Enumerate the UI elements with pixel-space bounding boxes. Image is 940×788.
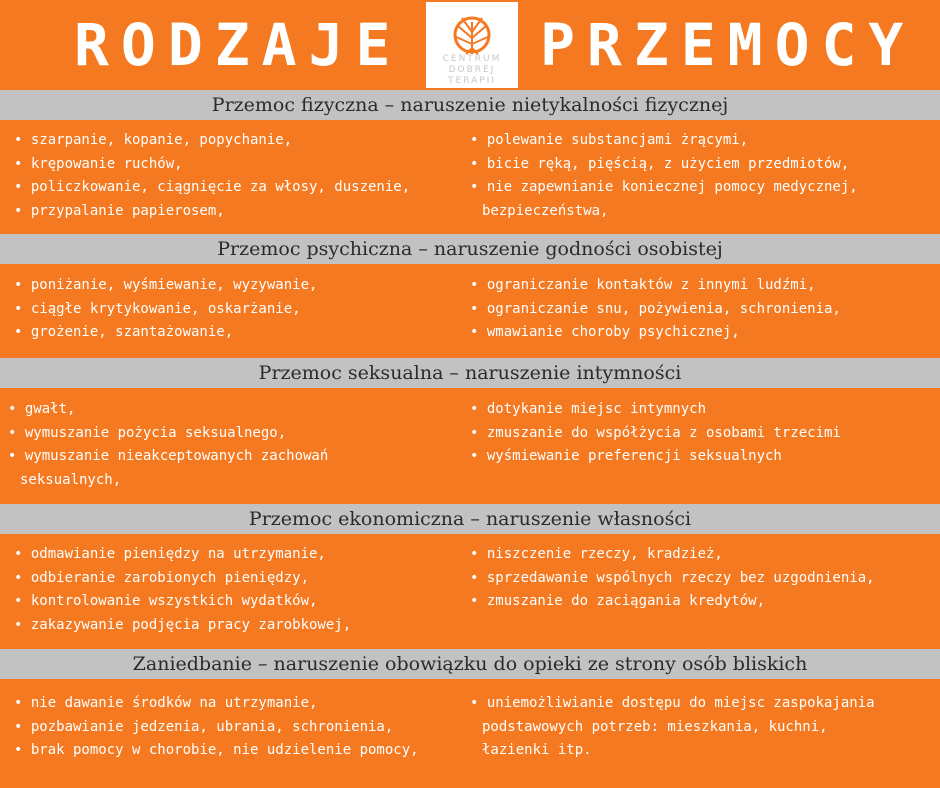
- list-item: • wmawianie choroby psychicznej,: [470, 324, 740, 340]
- section-list-physical-left: [14, 129, 410, 223]
- section-heading-psychological: Przemoc psychiczna – naruszenie godności osobistej: [0, 234, 940, 264]
- list-item: • ograniczanie snu, pożywienia, schronienia,: [470, 300, 841, 317]
- logo-line-3: TERAPII: [448, 76, 496, 86]
- section-heading-physical: Przemoc fizyczna – naruszenie nietykalności fizycznej: [0, 90, 940, 120]
- list-item: • przypalanie papierosem,: [14, 202, 225, 219]
- section-heading-neglect: Zaniedbanie – naruszenie obowiązku do opieki ze strony osób bliskich: [0, 649, 940, 679]
- list-item: • wyśmiewanie preferencji seksualnych: [470, 448, 782, 464]
- logo-line-1: CENTRUM: [442, 54, 502, 64]
- section-heading-sexual: Przemoc seksualna – naruszenie intymności: [0, 358, 940, 388]
- list-item: • wymuszanie nieakceptowanych zachowań: [8, 448, 329, 464]
- section-list-neglect-right: [470, 692, 875, 763]
- section-list-sexual-right: [470, 398, 841, 469]
- list-item: • grożenie, szantażowanie,: [14, 324, 234, 340]
- list-item: • odbieranie zarobionych pieniędzy,: [14, 569, 310, 586]
- list-item: • niszczenie rzeczy, kradzież,: [470, 546, 723, 562]
- list-item: • sprzedawanie wspólnych rzeczy bez uzgodnienia,: [470, 569, 875, 586]
- section-list-psychological-left: [14, 274, 317, 345]
- list-item: • zakazywanie podjęcia pracy zarobkowej,: [14, 616, 352, 633]
- list-item: • poniżanie, wyśmiewanie, wyzywanie,: [14, 277, 318, 293]
- list-item: • odmawianie pieniędzy na utrzymanie,: [14, 546, 326, 562]
- list-item: • zmuszanie do współżycia z osobami trzecimi: [470, 424, 841, 441]
- list-item: • polewanie substancjami żrącymi,: [470, 132, 749, 148]
- title-right: PRZEMOCY: [540, 11, 916, 79]
- list-item: • pozbawianie jedzenia, ubrania, schronienia,: [14, 718, 394, 735]
- list-item: • kontrolowanie wszystkich wydatków,: [14, 593, 318, 609]
- list-item: seksualnych,: [20, 471, 122, 488]
- section-list-economic-right: [470, 543, 875, 614]
- list-item: • szarpanie, kopanie, popychanie,: [14, 132, 293, 148]
- list-item: • krępowanie ruchów,: [14, 155, 183, 172]
- list-item: • ciągłe krytykowanie, oskarżanie,: [14, 300, 301, 317]
- logo-line-2: DOBREJ: [448, 65, 496, 75]
- list-item: • dotykanie miejsc intymnych: [470, 401, 707, 417]
- list-item: łazienki itp.: [482, 742, 592, 758]
- list-item: • uniemożliwianie dostępu do miejsc zaspokajania: [470, 695, 875, 711]
- list-item: • nie zapewnianie koniecznej pomocy medycznej,: [470, 179, 858, 195]
- logo: [426, 2, 518, 88]
- list-item: • ograniczanie kontaktów z innymi ludźmi,: [470, 277, 816, 293]
- section-list-psychological-right: [470, 274, 841, 345]
- section-list-economic-left: [14, 543, 351, 637]
- title-left: RODZAJE: [74, 11, 403, 79]
- list-item: • brak pomocy w chorobie, nie udzielenie pomocy,: [14, 742, 419, 758]
- list-item: • gwałt,: [8, 401, 76, 417]
- list-item: • bicie ręką, pięścią, z użyciem przedmiotów,: [470, 155, 850, 172]
- section-list-physical-right: [470, 129, 858, 223]
- header: [0, 0, 940, 92]
- list-item: • policzkowanie, ciągnięcie za włosy, duszenie,: [14, 179, 411, 195]
- list-item: podstawowych potrzeb: mieszkania, kuchni,: [482, 718, 828, 735]
- list-item: • zmuszanie do zaciągania kredytów,: [470, 593, 766, 609]
- list-item: bezpieczeństwa,: [482, 202, 609, 219]
- list-item: • wymuszanie pożycia seksualnego,: [8, 424, 287, 441]
- section-heading-economic: Przemoc ekonomiczna – naruszenie własności: [0, 504, 940, 534]
- section-list-sexual-left: [8, 398, 328, 492]
- section-list-neglect-left: [14, 692, 419, 763]
- list-item: • nie dawanie środków na utrzymanie,: [14, 695, 318, 711]
